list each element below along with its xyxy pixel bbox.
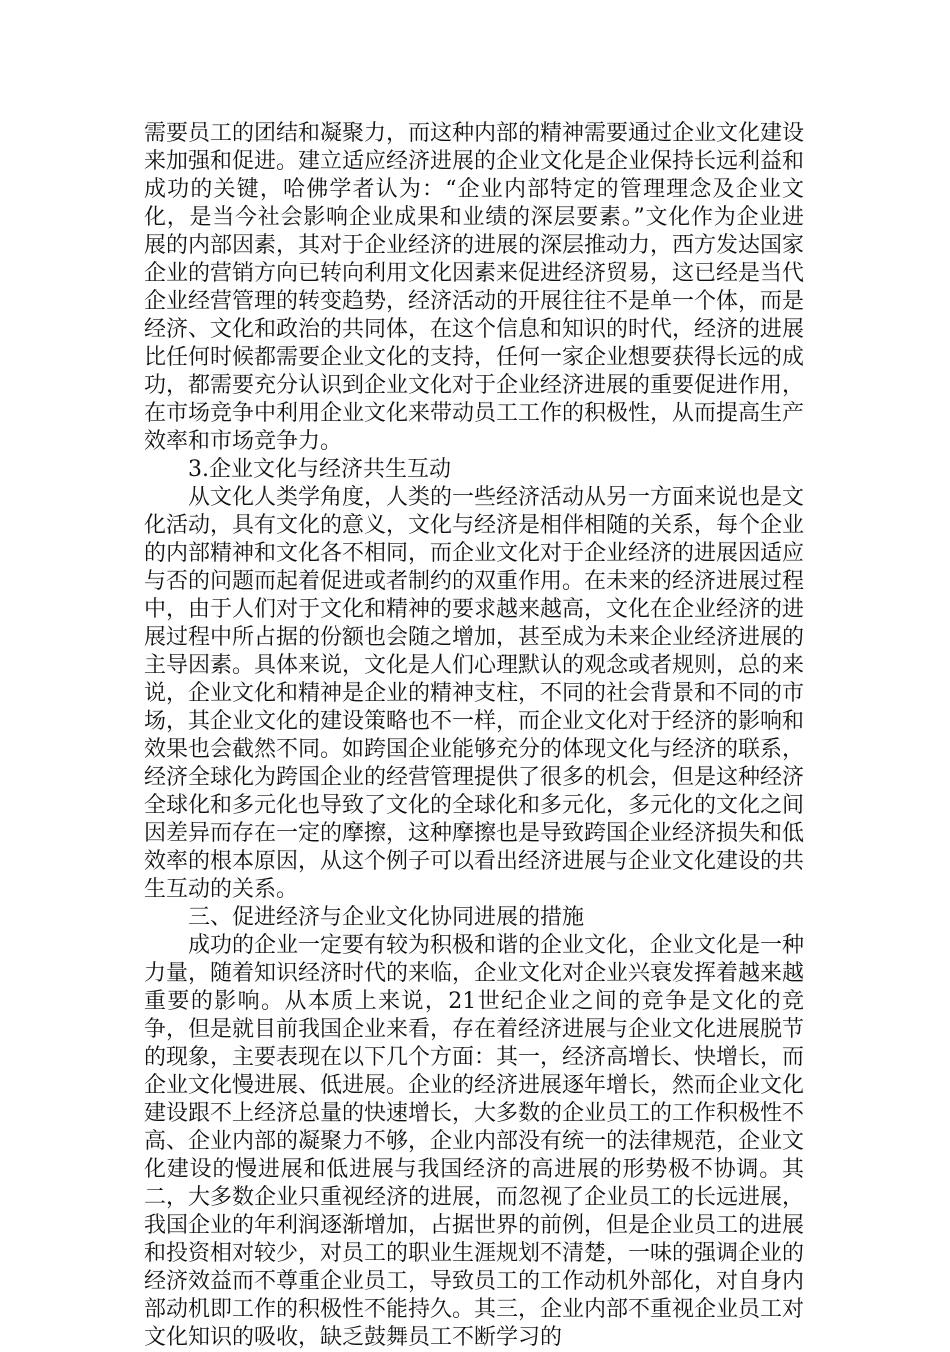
- body-paragraph: 需要员工的团结和凝聚力，而这种内部的精神需要通过企业文化建设来加强和促进。建立适应经济进展的企业文化是企业保持长远利益和成功的关键，哈佛学者认为：“企业内部特定的管理理念及企业文化，是当今社会影响企业成果和业绩的深层要素。”文化作为企业进展的内部因素，其对于企业经济的进展的深层推动力，西方发达国家企业的营销方向已转向利用文化因素来促进经济贸易，这已经是当代企业经营管理的转变趋势，经济活动的开展往往不是单一个体，而是经济、文化和政治的共同体，在这个信息和知识的时代，经济的进展比任何时候都需要企业文化的支持，任何一家企业想要获得长远的成功，都需要充分认识到企业文化对于企业经济进展的重要促进作用，在市场竞争中利用企业文化来带动员工工作的积极性，从而提高生产效率和市场竞争力。: [144, 121, 805, 454]
- section-heading: 三、促进经济与企业文化协同进展的措施: [188, 905, 585, 930]
- document-body: [144, 120, 804, 1352]
- body-paragraph: 从文化人类学角度，人类的一些经济活动从另一方面来说也是文化活动，具有文化的意义，文化与经济是相伴相随的关系，每个企业的内部精神和文化各不相同，而企业文化对于企业经济的进展因适应与否的问题而起着促进或者制约的双重作用。在未来的经济进展过程中，由于人们对于文化和精神的要求越来越高，文化在企业经济的进展过程中所占据的份额也会随之增加，甚至成为未来企业经济进展的主导因素。具体来说，文化是人们心理默认的观念或者规则，总的来说，企业文化和精神是企业的精神支柱，不同的社会背景和不同的市场，其企业文化的建设策略也不一样，而企业文化对于经济的影响和效果也会截然不同。如跨国企业能够充分的体现文化与经济的联系，经济全球化为跨国企业的经营管理提供了很多的机会，但是这种经济全球化和多元化也导致了文化的全球化和多元化，多元化的文化之间因差异而存在一定的摩擦，这种摩擦也是导致跨国企业经济损失和低效率的根本原因，从这个例子可以看出经济进展与企业文化建设的共生互动的关系。: [144, 485, 805, 902]
- section-heading: 3.企业文化与经济共生互动: [188, 457, 451, 482]
- body-paragraph: 成功的企业一定要有较为积极和谐的企业文化，企业文化是一种力量，随着知识经济时代的来临，企业文化对企业兴衰发挥着越来越重要的影响。从本质上来说，21世纪企业之间的竞争是文化的竞争，但是就目前我国企业来看，存在着经济进展与企业文化进展脱节的现象，主要表现在以下几个方面：其一，经济高增长、快增长，而企业文化慢进展、低进展。企业的经济进展逐年增长，然而企业文化建设跟不上经济总量的快速增长，大多数的企业员工的工作积极性不高、企业内部的凝聚力不够，企业内部没有统一的法律规范，企业文化建设的慢进展和低进展与我国经济的高进展的形势极不协调。其二，大多数企业只重视经济的进展，而忽视了企业员工的长远进展，我国企业的年利润逐渐增加，占据世界的前例，但是企业员工的进展和投资相对较少，对员工的职业生涯规划不清楚，一味的强调企业的经济效益而不尊重企业员工，导致员工的工作动机外部化，对自身内部动机即工作的积极性不能持久。其三，企业内部不重视企业员工对文化知识的吸收，缺乏鼓舞员工不断学习的: [144, 933, 805, 1350]
